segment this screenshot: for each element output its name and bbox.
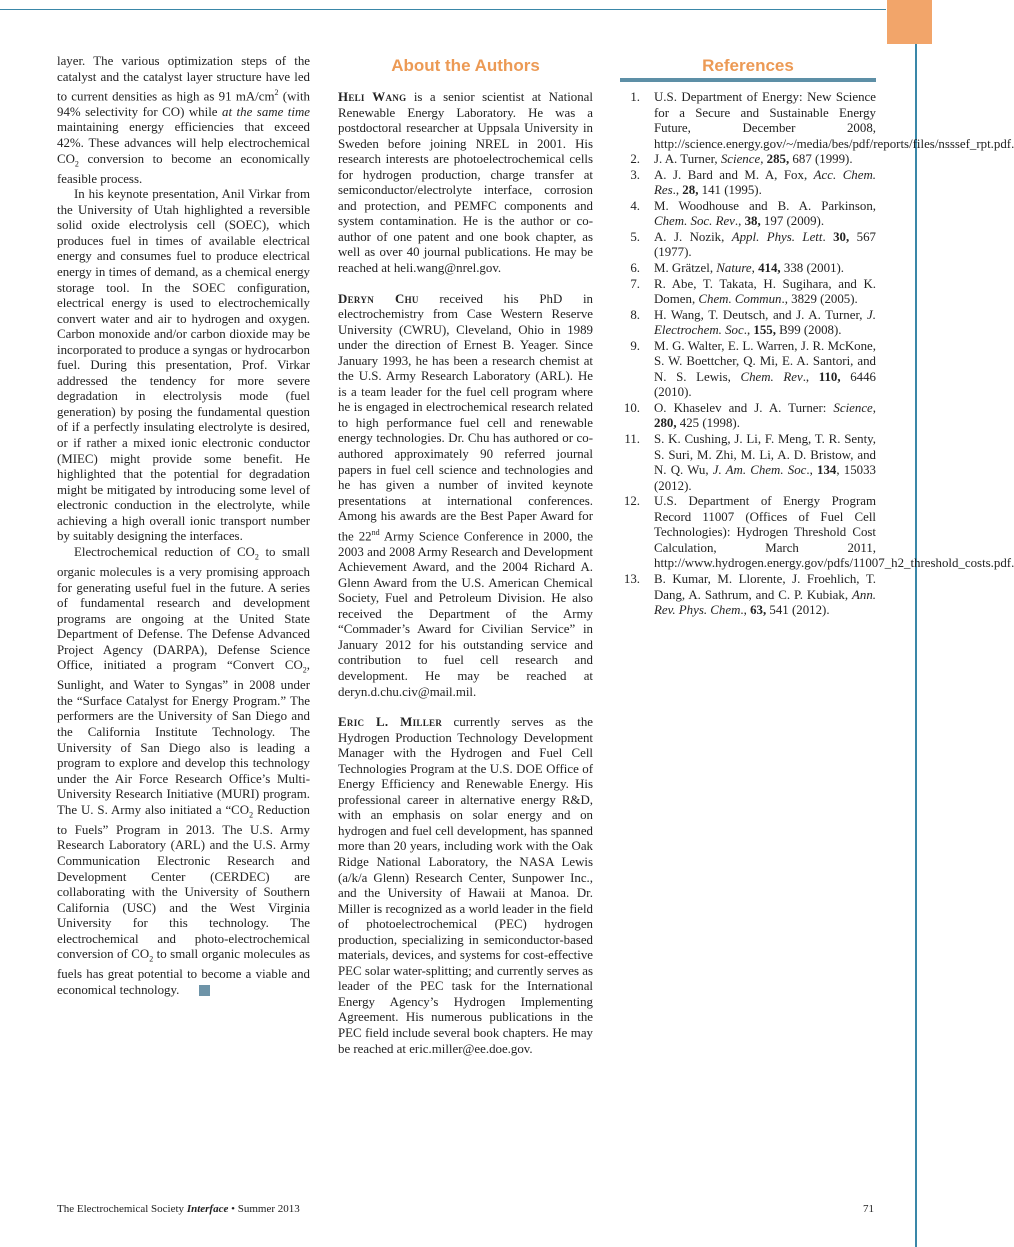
author-name: Eric L. Miller: [338, 715, 443, 730]
reference-item: [620, 339, 876, 401]
reference-journal: Science: [833, 400, 873, 415]
reference-item: [620, 261, 876, 277]
reference-text: M. Woodhouse and B. A. Parkinson,: [654, 198, 876, 213]
reference-text: .,: [743, 323, 754, 338]
authors-column: [338, 90, 593, 1072]
reference-journal: Acc. Chem. Res: [654, 167, 876, 198]
reference-journal: J. Electrochem. Soc: [654, 307, 876, 338]
reference-number: 6.: [630, 261, 640, 276]
reference-number: 2.: [630, 152, 640, 167]
reference-item: [620, 432, 876, 494]
reference-journal: Chem. Rev: [740, 369, 803, 384]
reference-number: 11.: [624, 432, 640, 447]
paragraph-2: In his keynote presentation, Anil Virkar from the University of Utah highlighted a reversible solid oxide electrolysis cell (SOEC), which produces fuel in times of available electrical energy and consumes fuel to produce electrical energy in times of demand, as a chemical energy storage tool. In the SOEC configuration, electrical energy is used to electrochemically convert water and air to hydrogen and oxygen. Carbon monoxide and/or carbon dioxide may be incorporated to produce a syngas or hydrocarbon fuel. During this presentation, Prof. Virkar addressed the tendency for more severe degradation in electrolysis mode (fuel generation) by posing the fundamental question of if a perfectly insulating electrolyte is desired, or if rather a mixed ionic electronic conductor (MIEC) might provide some benefit. He highlighted that the potential for degradation might be mitigated by introducing some level of electronic conduction in the electrolyte, while achieving a high overall ionic transport number by suitably designing the interfaces.: [57, 187, 310, 544]
author-bio: Eric L. Miller currently serves as the Hydrogen Production Technology Development Manager with the Hydrogen and Fuel Cell Technologies Program at the U.S. DOE Office of Energy Efficiency and Renewable Energy. His professional career in alternative energy R&D, with an emphasis on solar energy and on hydrogen and fuel cell development, has spanned more than 20 years, including work with the Oak Ridge National Laboratory, the NASA Lewis (a/k/a Glenn) Research Center, Sunpower Inc., and the University of Hawaii at Manoa. Dr. Miller is recognized as a world leader in the field of photoelectrochemical (PEC) hydrogen production, specializing in semiconductor-based materials, devices, and systems for cost-effective PEC solar water-splitting; and currently serves as leader of the PEC task for the International Energy Agency’s Hydrogen Implementing Agreement. His numerous publications in the PEC field include several book chapters. He may be reached at eric.miller@ee.doe.gov.: [338, 715, 593, 1056]
reference-text: 6446 (2010).: [654, 369, 876, 400]
references-underline: [620, 78, 876, 82]
reference-text: S. K. Cushing, J. Li, F. Meng, T. R. Senty, S. Suri, M. Zhi, M. Li, A. D. Bristow, and N. Q. Wu,: [654, 432, 876, 478]
page-number: 71: [863, 1203, 874, 1215]
reference-text: .,: [806, 463, 818, 478]
reference-text: 541 (2012).: [766, 603, 830, 618]
article-column: [57, 54, 310, 998]
reference-journal: Nature: [716, 261, 752, 276]
author-name: Deryn Chu: [338, 291, 419, 306]
reference-text: 141 (1995).: [698, 183, 762, 198]
reference-text: 567 (1977).: [654, 229, 876, 260]
reference-text: R. Abe, T. Takata, H. Sugihara, and K. Domen,: [654, 276, 876, 307]
author-bio: Heli Wang is a senior scientist at National Renewable Energy Laboratory. He was a postdoctoral researcher at Uppsala University in Sweden before joining NREL in 2001. His research interests are photoelectrochemical cells for hydrogen production, charge transfer at semiconductor/electrolyte interface, corrosion and protection, and PEMFC components and system contamination. He is the author or co-author of one patent and one book chapter, as well as over 40 journal publications. He may be reached at heli.wang@nrel.gov.: [338, 90, 593, 276]
reference-journal: Science: [720, 152, 761, 167]
reference-journal: Chem. Soc. Rev: [654, 214, 735, 229]
reference-text: J. A. Turner,: [654, 152, 721, 167]
reference-journal: J. Am. Chem. Soc: [712, 463, 807, 478]
reference-journal: Appl. Phys. Lett: [731, 229, 823, 244]
reference-text: , 15033 (2012).: [654, 463, 877, 493]
about-authors-heading: About the Authors: [391, 56, 540, 75]
reference-number: 13.: [623, 571, 640, 586]
reference-text: 687 (1999).: [789, 152, 853, 167]
reference-number: 12.: [623, 494, 640, 509]
reference-item: [620, 308, 876, 339]
reference-item: [620, 277, 876, 308]
reference-text: ,: [872, 400, 876, 415]
reference-number: 10.: [623, 400, 640, 415]
reference-volume: 134: [817, 463, 837, 478]
paragraph-3: Electrochemical reduction of $CO_2$ to small organic molecules is a very promising approach for generating useful fuel in the future. A series of fundamental research and development programs are ongoing at the United State Department of Defense. The Defense Advanced Project Agency (DARPA), Defense Science Office, initiated a program “Convert $CO_2$, Sunlight, and Water to Syngas” in 2008 under the “Surface Catalyst for Energy Program.” The performers are the University of San Diego and the California Institute Technology. The University of San Diego also is leading a program to explore and develop this technology under the Air Force Research Office’s Multi-University Research Initiative (MURI) program. The U. S. Army also initiated a “$CO_2$ Reduction to Fuels” Program in 2013. The U.S. Army Research Laboratory (ARL) and the U.S. Army Communication Electronic Research and Development Center (CERDEC) are collaborating with the University of Southern California (USC) and the West Virginia University for this technology. The electrochemical and photo-electrochemical conversion of $CO_2$ to small organic molecules as fuels has great potential to become a viable and economical technology.: [57, 544, 311, 997]
reference-item: [620, 168, 876, 199]
reference-number: 9.: [630, 338, 640, 353]
reference-volume: 110,: [818, 369, 841, 384]
reference-item: [620, 401, 876, 432]
references-column: [620, 90, 1014, 619]
reference-text: .,: [672, 183, 683, 198]
reference-text: ,: [760, 152, 767, 167]
corner-tab: [887, 0, 932, 44]
author-name: Heli Wang: [338, 90, 407, 104]
reference-journal: Chem. Commun: [698, 292, 782, 307]
reference-item: [620, 230, 876, 261]
reference-number: 7.: [630, 276, 640, 291]
reference-text: 425 (1998).: [676, 416, 740, 431]
reference-item: [620, 494, 1014, 572]
reference-item: [620, 199, 876, 230]
paragraph-1: layer. The various optimization steps of the catalyst and the catalyst layer structure have led to current densities as high as 91 $mA/cm^2$ (with 94% selectivity for CO) while at the same time maintaining energy efficiencies that exceed 42%. These advances will help electrochemical $CO_2$ conversion to become an economically feasible process.: [57, 54, 310, 186]
reference-volume: 280,: [654, 416, 677, 431]
reference-number: 5.: [630, 229, 640, 244]
reference-text: M. Grätzel,: [654, 261, 717, 276]
reference-text: O. Khaselev and J. A. Turner:: [654, 400, 834, 415]
end-of-article-icon: [199, 985, 210, 996]
reference-item: [620, 152, 876, 168]
footer-journal: The Electrochemical Society Interface • Summer 2013: [57, 1203, 300, 1215]
reference-text: U.S. Department of Energy: New Science for a Secure and Sustainable Energy Future, December 2008, http://science.energy.gov/~/media/bes/pdf/reports/files/nsssef_rpt.pdf.: [654, 90, 1014, 151]
reference-volume: 285,: [766, 152, 790, 167]
reference-text: B. Kumar, M. Llorente, J. Froehlich, T. Dang, A. Sathrum, and C. P. Kubiak,: [654, 571, 876, 602]
reference-text: 338 (2001).: [780, 261, 845, 276]
reference-text: A. J. Nozik,: [654, 229, 732, 244]
reference-text: 197 (2009).: [760, 214, 825, 229]
author-bio: Deryn Chu received his PhD in electrochemistry from Case Western Reserve University (CWRU), Cleveland, Ohio in 1989 under the direction of Ernest B. Yeager. Since January 1993, he has been a research chemist at the U.S. Army Research Laboratory (ARL). He is a team leader for the fuel cell program where he is engaged in electrochemical research related to high performance fuel cell and renewable energy technologies. Dr. Chu has authored or co-authored approximately 90 referred journal papers in fuel cell science and technologies and he has given a number of invited keynote presentations at international conferences. Among his awards are the Best Paper Award for the 22nd Army Science Conference in 2000, the 2003 and 2008 Army Research and Development Achievement Award, and the 2004 Richard A. Glenn Award from the U.S. American Chemical Society, Fuel and Petroleum Division. He also received the Department of the Army “Commader’s Award for Civilian Service” in January 2012 for his outstanding service and contribution to fuel cell research and development. He may be reached at deryn.d.chu.civ@mail.mil.: [338, 291, 593, 699]
reference-volume: 28,: [682, 183, 699, 198]
reference-journal: Ann. Rev. Phys. Chem: [654, 587, 876, 618]
reference-text: .,: [734, 214, 745, 229]
reference-volume: 414,: [758, 261, 781, 276]
reference-text: B99 (2008).: [775, 323, 842, 338]
reference-text: M. G. Walter, E. L. Warren, J. R. McKone, S. W. Boettcher, Q. Mi, E. A. Santori, and N. S. Lewis,: [654, 338, 876, 384]
reference-text: U.S. Department of Energy Program Record 11007 (Offices of Fuel Cell Technologies): Hydrogen Threshold Cost Calculation, March 2011, http://www.hydrogen.energy.gov/pdfs/11007_h2_threshold_costs.pdf.: [654, 494, 1014, 571]
reference-volume: 38,: [744, 214, 761, 229]
top-rule: [0, 9, 886, 10]
reference-text: ,: [751, 261, 759, 276]
reference-item: [620, 572, 876, 619]
references-heading: References: [702, 56, 794, 75]
reference-volume: 63,: [750, 603, 767, 618]
reference-volume: 155,: [753, 323, 776, 338]
right-rule: [915, 9, 917, 1247]
reference-text: A. J. Bard and M. A, Fox,: [654, 167, 814, 182]
references-list: [620, 90, 1014, 619]
reference-text: .: [822, 229, 834, 244]
reference-item: [620, 90, 1014, 152]
reference-text: .,: [802, 369, 819, 384]
reference-number: 8.: [630, 307, 640, 322]
reference-text: .,: [740, 603, 751, 618]
reference-number: 4.: [630, 198, 640, 213]
reference-number: 3.: [630, 167, 640, 182]
reference-text: ., 3829 (2005).: [781, 292, 858, 307]
reference-text: H. Wang, T. Deutsch, and J. A. Turner,: [654, 307, 868, 322]
reference-volume: 30,: [833, 229, 850, 244]
reference-number: 1.: [630, 90, 640, 104]
